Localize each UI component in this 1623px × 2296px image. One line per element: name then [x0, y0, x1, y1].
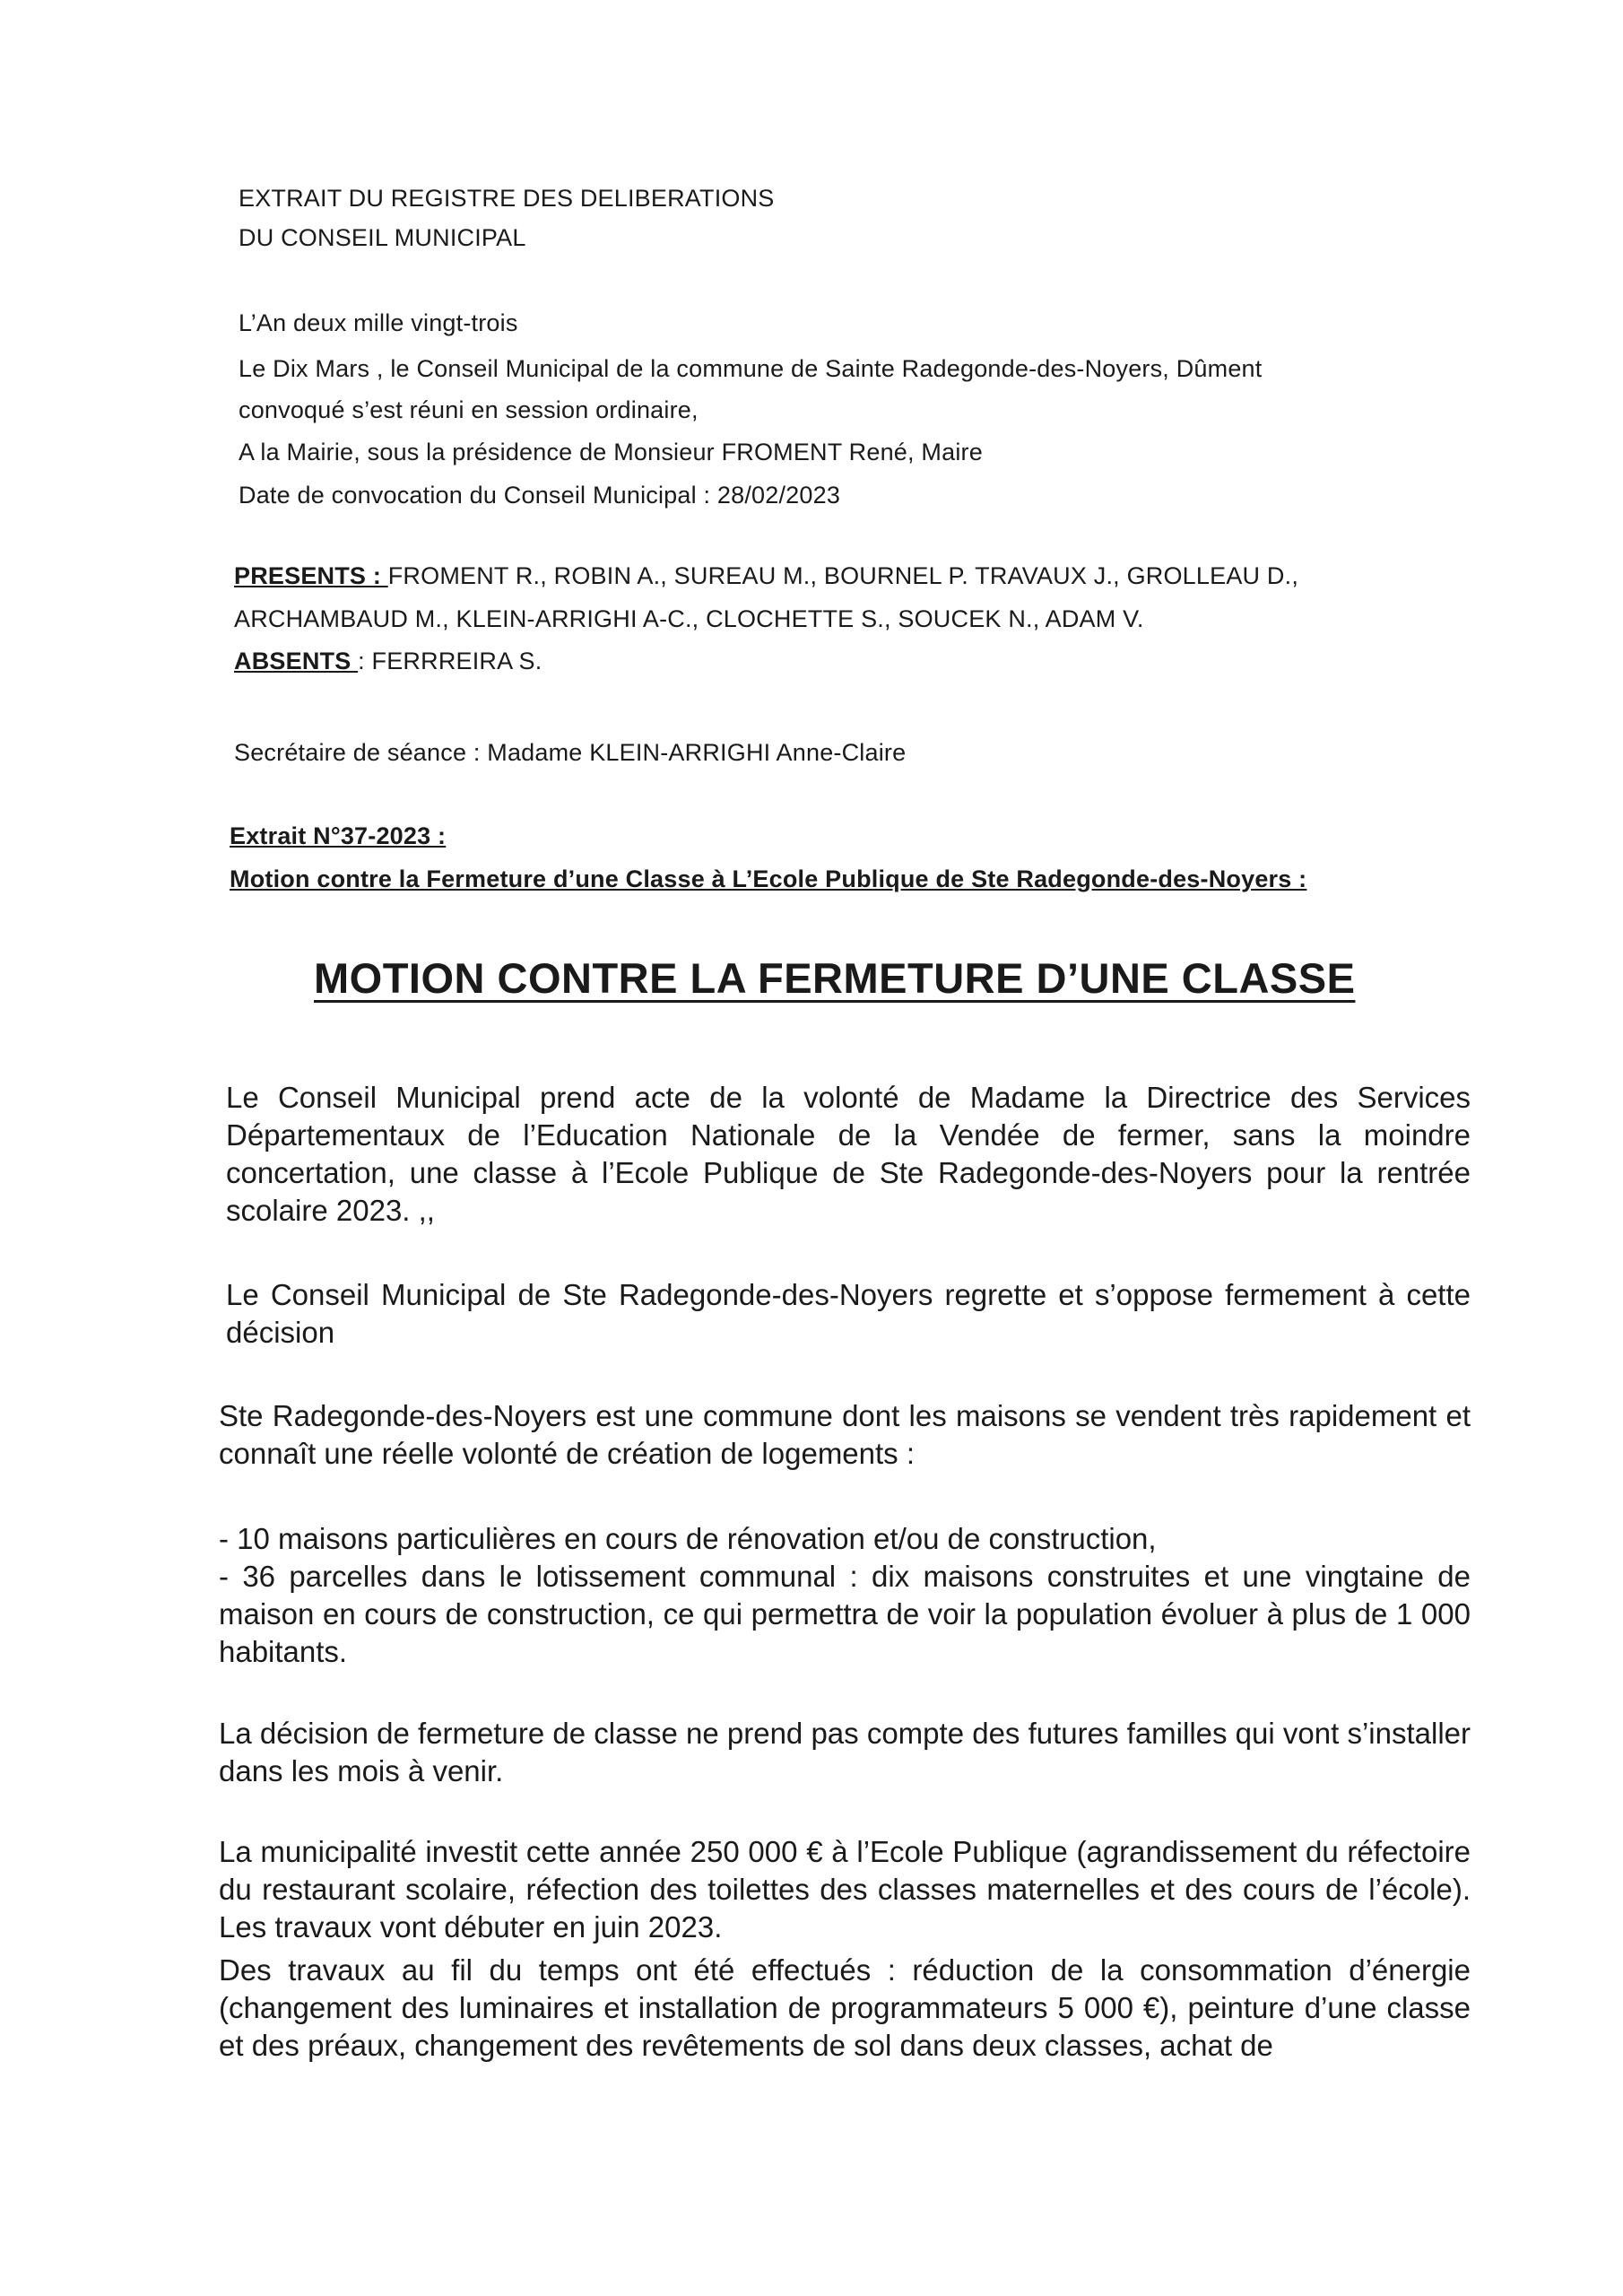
extract-number: Extrait N°37-2023 : — [230, 822, 447, 849]
presents-row — [234, 562, 1298, 590]
list-item-1: - 10 maisons particulières en cours de rénovation et/ou de construction, — [219, 1522, 1157, 1555]
paragraph-1: Le Conseil Municipal prend acte de la volonté de Madame la Directrice des Services Départementaux de l’Education Nationale de la Vendée de fermer, sans la moindre concertation, une classe à l’Ecole Publique de Ste Radegonde-des-Noyers pour la rentrée scolaire 2023. ,, — [226, 1081, 1471, 1227]
paragraph-2: Le Conseil Municipal de Ste Radegonde-des-Noyers regrette et s’oppose fermement à cette décision — [226, 1278, 1471, 1349]
paragraph-5: La municipalité investit cette année 250 000 € à l’Ecole Publique (agrandissement du réfectoire du restaurant scolaire, réfection des toilettes des classes maternelles et des cours de l’école). Les travaux vont débuter en juin 2023. — [219, 1835, 1471, 1944]
session-year: L’An deux mille vingt-trois — [239, 309, 518, 336]
session-line2: convoqué s’est réuni en session ordinaire, — [239, 396, 699, 423]
list-item-2: - 36 parcelles dans le lotissement communal : dix maisons construites et une vingtaine de maison en cours de construction, ce qui permettra de voir la population évoluer à plus de 1 000 habitants. — [219, 1560, 1471, 1668]
session-line3: A la Mairie, sous la présidence de Monsieur FROMENT René, Maire — [239, 439, 983, 465]
presents-list-line1: FROMENT R., ROBIN A., SUREAU M., BOURNEL P. TRAVAUX J., GROLLEAU D., — [387, 562, 1299, 589]
presents-label: PRESENTS : — [234, 562, 388, 589]
register-heading-line1: EXTRAIT DU REGISTRE DES DELIBERATIONS — [239, 185, 775, 212]
paragraph-4: La décision de fermeture de classe ne prend pas compte des futures familles qui vont s’installer dans les mois à venir. — [219, 1717, 1471, 1787]
session-secretary: Secrétaire de séance : Madame KLEIN-ARRIGHI Anne-Claire — [234, 739, 907, 766]
paragraph-3: Ste Radegonde-des-Noyers est une commune dont les maisons se vendent très rapidement et connaît une réelle volonté de création de logements : — [219, 1399, 1471, 1470]
paragraph-6: Des travaux au fil du temps ont été effectués : réduction de la consommation d’énergie (changement des luminaires et installation de programmateurs 5 000 €), peinture d’une classe et des préaux, changement des revêtements de sol dans deux classes, achat de — [219, 1953, 1471, 2062]
session-line4: Date de convocation du Conseil Municipal : 28/02/2023 — [239, 482, 841, 509]
presents-list-line2: ARCHAMBAUD M., KLEIN-ARRIGHI A-C., CLOCHETTE S., SOUCEK N., ADAM V. — [234, 605, 1144, 632]
motion-title: MOTION CONTRE LA FERMETURE D’UNE CLASSE — [314, 954, 1356, 1002]
absents-label: ABSENTS — [234, 648, 359, 674]
register-heading-line2: DU CONSEIL MUNICIPAL — [239, 224, 526, 251]
absents-value: : FERRREIRA S. — [358, 648, 542, 674]
extract-subject: Motion contre la Fermeture d’une Classe à L’Ecole Publique de Ste Radegonde-des-Noyers : — [230, 865, 1307, 892]
absents-row — [234, 648, 542, 675]
session-line1: Le Dix Mars , le Conseil Municipal de la commune de Sainte Radegonde-des-Noyers, Dûment — [239, 355, 1263, 382]
